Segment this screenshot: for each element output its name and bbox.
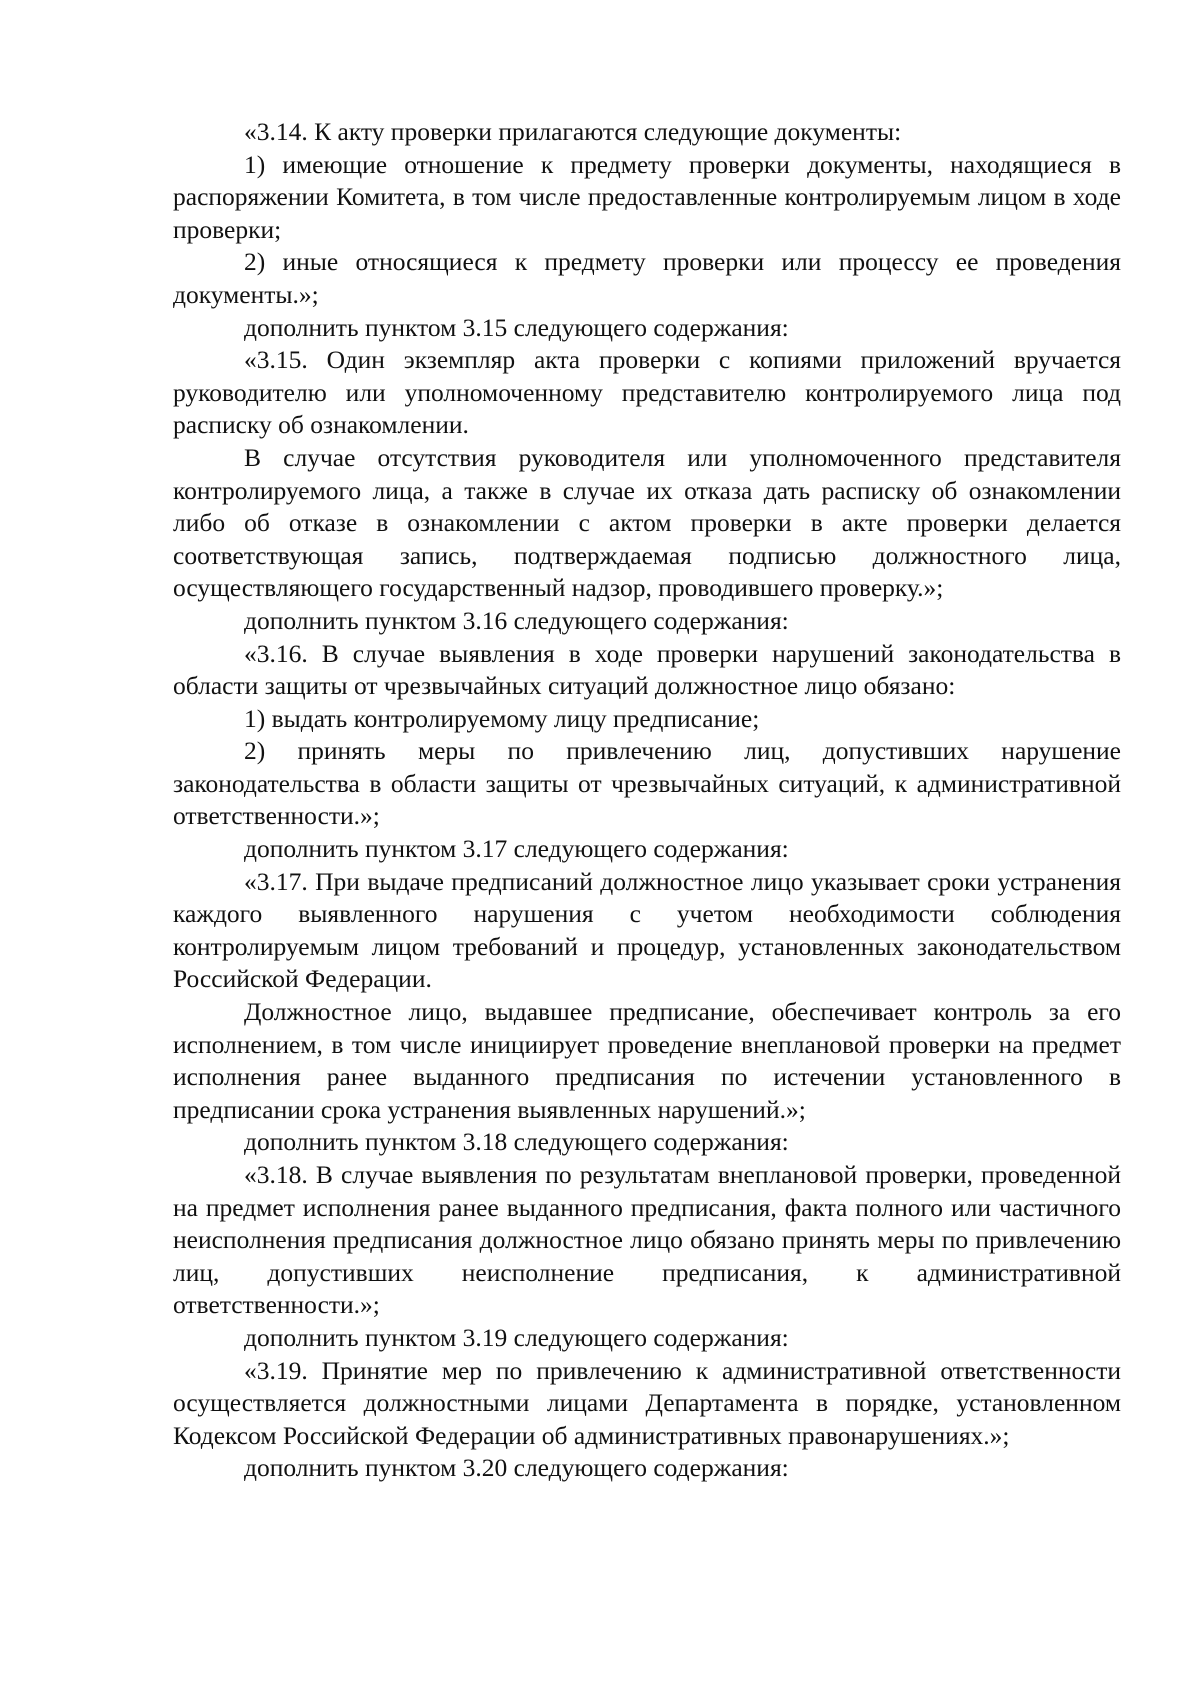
- paragraph-add-3-15: дополнить пунктом 3.15 следующего содержания:: [244, 312, 789, 342]
- paragraph-3-17-control: Должностное лицо, выдавшее предписание, обеспечивает контроль за его исполнением, в том числе инициирует проведение внеплановой проверки на предмет исполнения ранее выданного предписания по истечении установленного в предписании срока устранения выявленных нарушений.»;: [173, 997, 1121, 1124]
- paragraph-3-19: «3.19. Принятие мер по привлечению к административной ответственности осуществляется должностными лицами Департамента в порядке, установленном Кодексом Российской Федерации об административных правонарушениях.»;: [173, 1355, 1121, 1450]
- paragraph-3-16-item-1: 1) выдать контролируемому лицу предписание;: [244, 703, 760, 733]
- paragraph-add-3-20: дополнить пунктом 3.20 следующего содержания:: [244, 1453, 789, 1483]
- paragraph-3-14-item-1: 1) имеющие отношение к предмету проверки документы, находящиеся в распоряжении Комитета, в том числе предоставленные контролируемым лицом в ходе проверки;: [173, 149, 1121, 244]
- paragraph-3-17: «3.17. При выдаче предписаний должностное лицо указывает сроки устранения каждого выявленного нарушения с учетом необходимости соблюдения контролируемым лицом требований и процедур, установленных законодательством Российской Федерации.: [173, 866, 1121, 994]
- paragraph-add-3-19: дополнить пунктом 3.19 следующего содержания:: [244, 1322, 789, 1352]
- paragraph-add-3-18: дополнить пунктом 3.18 следующего содержания:: [244, 1127, 789, 1157]
- paragraph-3-14-intro: «3.14. К акту проверки прилагаются следующие документы:: [244, 117, 902, 146]
- paragraph-3-14-item-2: 2) иные относящиеся к предмету проверки или процессу ее проведения документы.»;: [173, 247, 1121, 309]
- paragraph-3-18: «3.18. В случае выявления по результатам внеплановой проверки, проведенной на предмет исполнения ранее выданного предписания, факта полного или частичного неисполнения предписания должностное лицо обязано принять меры по привлечению лиц, допустивших неисполнение предписания, к административной ответственности.»;: [173, 1160, 1121, 1320]
- paragraph-3-15-absence: В случае отсутствия руководителя или уполномоченного представителя контролируемого лица, а также в случае их отказа дать расписку об ознакомлении либо об отказе в ознакомлении с актом проверки в акте проверки делается соответствующая запись, подтверждаемая подписью должностного лица, осуществляющего государственный надзор, проводившего проверку.»;: [173, 442, 1121, 603]
- document-body: [173, 116, 1121, 1485]
- paragraph-add-3-16: дополнить пунктом 3.16 следующего содержания:: [244, 605, 789, 635]
- paragraph-3-16: «3.16. В случае выявления в ходе проверки нарушений законодательства в области защиты от чрезвычайных ситуаций должностное лицо обязано:: [173, 638, 1121, 701]
- paragraph-3-15: «3.15. Один экземпляр акта проверки с копиями приложений вручается руководителю или уполномоченному представителю контролируемого лица под расписку об ознакомлении.: [173, 345, 1121, 440]
- paragraph-3-16-item-2: 2) принять меры по привлечению лиц, допустивших нарушение законодательства в области защиты от чрезвычайных ситуаций, к административной ответственности.»;: [173, 736, 1121, 831]
- paragraph-add-3-17: дополнить пунктом 3.17 следующего содержания:: [244, 834, 789, 864]
